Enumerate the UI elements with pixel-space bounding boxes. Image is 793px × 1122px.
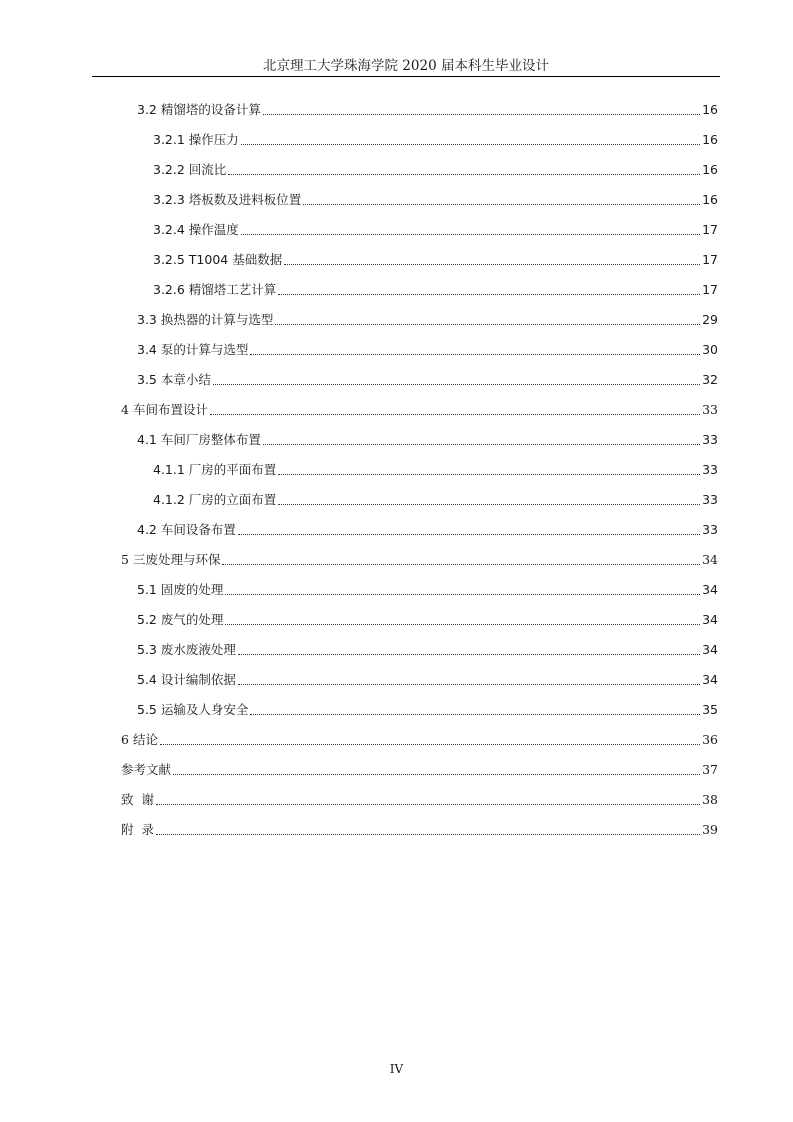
toc-dot-leader: [303, 203, 700, 205]
toc-entry-title: T1004 基础数据: [188, 252, 283, 267]
toc-entry[interactable]: [153, 218, 718, 238]
toc-entry-title: 附 录: [121, 822, 154, 837]
toc-entry-number: 3.2.6: [153, 282, 185, 297]
toc-entry-number: 4.1.2: [153, 492, 185, 507]
toc-entry[interactable]: [121, 818, 718, 838]
toc-entry[interactable]: [153, 128, 718, 148]
toc-entry-title: 结论: [132, 732, 158, 747]
toc-dot-leader: [228, 173, 700, 175]
toc-entry-page: 32: [702, 372, 718, 387]
toc-entry-number: 3.2.5: [153, 252, 185, 267]
toc-entry-page: 34: [702, 582, 718, 597]
toc-entry-page: 38: [702, 792, 718, 807]
toc-entry-title: 车间厂房整体布置: [160, 432, 261, 447]
toc-dot-leader: [238, 533, 700, 535]
toc-entry[interactable]: [137, 668, 718, 688]
toc-dot-leader: [238, 653, 700, 655]
toc-entry-title: 运输及人身安全: [160, 702, 249, 717]
toc-entry-page: 34: [702, 672, 718, 687]
toc-entry-number: 5.2: [137, 612, 157, 627]
toc-entry[interactable]: [137, 428, 718, 448]
toc-entry-number: 6: [121, 732, 129, 747]
toc-dot-leader: [225, 593, 700, 595]
toc-entry[interactable]: [153, 248, 718, 268]
toc-dot-leader: [210, 413, 700, 415]
toc-dot-leader: [222, 563, 700, 565]
toc-dot-leader: [225, 623, 700, 625]
toc-entry[interactable]: [121, 758, 718, 778]
toc-entry-number: 3.4: [137, 342, 157, 357]
toc-entry-number: 5: [121, 552, 129, 567]
toc-entry-page: 17: [702, 222, 718, 237]
toc-entry-number: 4.1.1: [153, 462, 185, 477]
page-header-title: 北京理工大学珠海学院 2020 届本科生毕业设计: [263, 58, 549, 74]
toc-entry-title: 致 谢: [121, 792, 154, 807]
toc-entry[interactable]: [121, 398, 718, 418]
toc-entry-page: 35: [702, 702, 718, 717]
toc-entry-title: 固废的处理: [160, 582, 224, 597]
toc-entry-page: 33: [702, 522, 718, 537]
toc-entry-title: 精馏塔的设备计算: [160, 102, 261, 117]
toc-entry[interactable]: [153, 278, 718, 298]
toc-entry-title: 换热器的计算与选型: [160, 312, 274, 327]
toc-entry[interactable]: [137, 638, 718, 658]
page-number: IV: [389, 1062, 404, 1076]
toc-entry[interactable]: [153, 458, 718, 478]
toc-entry-number: 5.5: [137, 702, 157, 717]
toc-entry-number: 3.2.4: [153, 222, 185, 237]
toc-entry-title: 三废处理与环保: [132, 552, 221, 567]
toc-entry[interactable]: [121, 548, 718, 568]
toc-entry-title: 厂房的平面布置: [188, 462, 277, 477]
toc-entry-number: 5.1: [137, 582, 157, 597]
toc-entry-number: 3.5: [137, 372, 157, 387]
toc-entry[interactable]: [121, 788, 718, 808]
toc-entry-page: 29: [702, 312, 718, 327]
toc-entry-page: 37: [702, 762, 718, 777]
toc-entry-title: 精馏塔工艺计算: [188, 282, 277, 297]
toc-entry-number: 3.2: [137, 102, 157, 117]
toc-entry-page: 30: [702, 342, 718, 357]
toc-entry[interactable]: [153, 488, 718, 508]
toc-entry[interactable]: [137, 698, 718, 718]
toc-entry-page: 16: [702, 162, 718, 177]
toc-entry-title: 操作温度: [188, 222, 239, 237]
toc-entry-number: 3.2.2: [153, 162, 185, 177]
toc-entry-number: 4: [121, 402, 129, 417]
toc-entry[interactable]: [153, 188, 718, 208]
toc-entry-title: 厂房的立面布置: [188, 492, 277, 507]
toc-dot-leader: [213, 383, 700, 385]
toc-dot-leader: [250, 353, 700, 355]
toc-entry[interactable]: [137, 308, 718, 328]
toc-entry-page: 16: [702, 132, 718, 147]
toc-entry-page: 33: [702, 432, 718, 447]
toc-entry-page: 34: [702, 612, 718, 627]
toc-dot-leader: [173, 773, 700, 775]
toc-entry[interactable]: [137, 98, 718, 118]
toc-entry-page: 17: [702, 252, 718, 267]
toc-entry-title: 泵的计算与选型: [160, 342, 249, 357]
header-rule: [92, 76, 720, 77]
toc-entry-number: 5.3: [137, 642, 157, 657]
toc-entry-title: 设计编制依据: [160, 672, 236, 687]
toc-dot-leader: [284, 263, 700, 265]
toc-dot-leader: [241, 233, 700, 235]
toc-entry-number: 4.1: [137, 432, 157, 447]
toc-entry-page: 39: [702, 822, 718, 837]
toc-entry[interactable]: [121, 728, 718, 748]
toc-entry[interactable]: [137, 578, 718, 598]
toc-dot-leader: [238, 683, 700, 685]
toc-entry-title: 本章小结: [160, 372, 211, 387]
toc-entry-page: 34: [702, 642, 718, 657]
toc-entry-number: 3.2.3: [153, 192, 185, 207]
toc-dot-leader: [275, 323, 700, 325]
toc-entry[interactable]: [137, 608, 718, 628]
toc-entry-title: 车间设备布置: [160, 522, 236, 537]
toc-entry-page: 16: [702, 102, 718, 117]
toc-dot-leader: [156, 833, 700, 835]
toc-entry[interactable]: [153, 158, 718, 178]
toc-entry-page: 36: [702, 732, 718, 747]
toc-entry-title: 废水废液处理: [160, 642, 236, 657]
toc-dot-leader: [156, 803, 700, 805]
toc-entry-title: 操作压力: [188, 132, 239, 147]
toc-entry-number: 4.2: [137, 522, 157, 537]
toc-dot-leader: [160, 743, 700, 745]
toc-entry[interactable]: [137, 368, 718, 388]
toc-dot-leader: [278, 503, 700, 505]
toc-entry-page: 33: [702, 462, 718, 477]
toc-entry-page: 33: [702, 492, 718, 507]
toc-entry-title: 参考文献: [121, 762, 172, 777]
toc-dot-leader: [241, 143, 700, 145]
toc-entry-title: 回流比: [188, 162, 227, 177]
toc-entry[interactable]: [137, 518, 718, 538]
toc-entry-title: 塔板数及进料板位置: [188, 192, 302, 207]
toc-entry[interactable]: [137, 338, 718, 358]
toc-entry-page: 16: [702, 192, 718, 207]
toc-entry-number: 3.3: [137, 312, 157, 327]
toc-dot-leader: [263, 443, 700, 445]
toc-entry-number: 3.2.1: [153, 132, 185, 147]
toc-entry-title: 废气的处理: [160, 612, 224, 627]
toc-entry-title: 车间布置设计: [132, 402, 208, 417]
toc-entry-page: 17: [702, 282, 718, 297]
toc-entry-number: 5.4: [137, 672, 157, 687]
toc-entry-page: 33: [702, 402, 718, 417]
toc-dot-leader: [278, 293, 700, 295]
toc-dot-leader: [263, 113, 700, 115]
toc-entry-page: 34: [702, 552, 718, 567]
toc-dot-leader: [278, 473, 700, 475]
toc-dot-leader: [250, 713, 700, 715]
